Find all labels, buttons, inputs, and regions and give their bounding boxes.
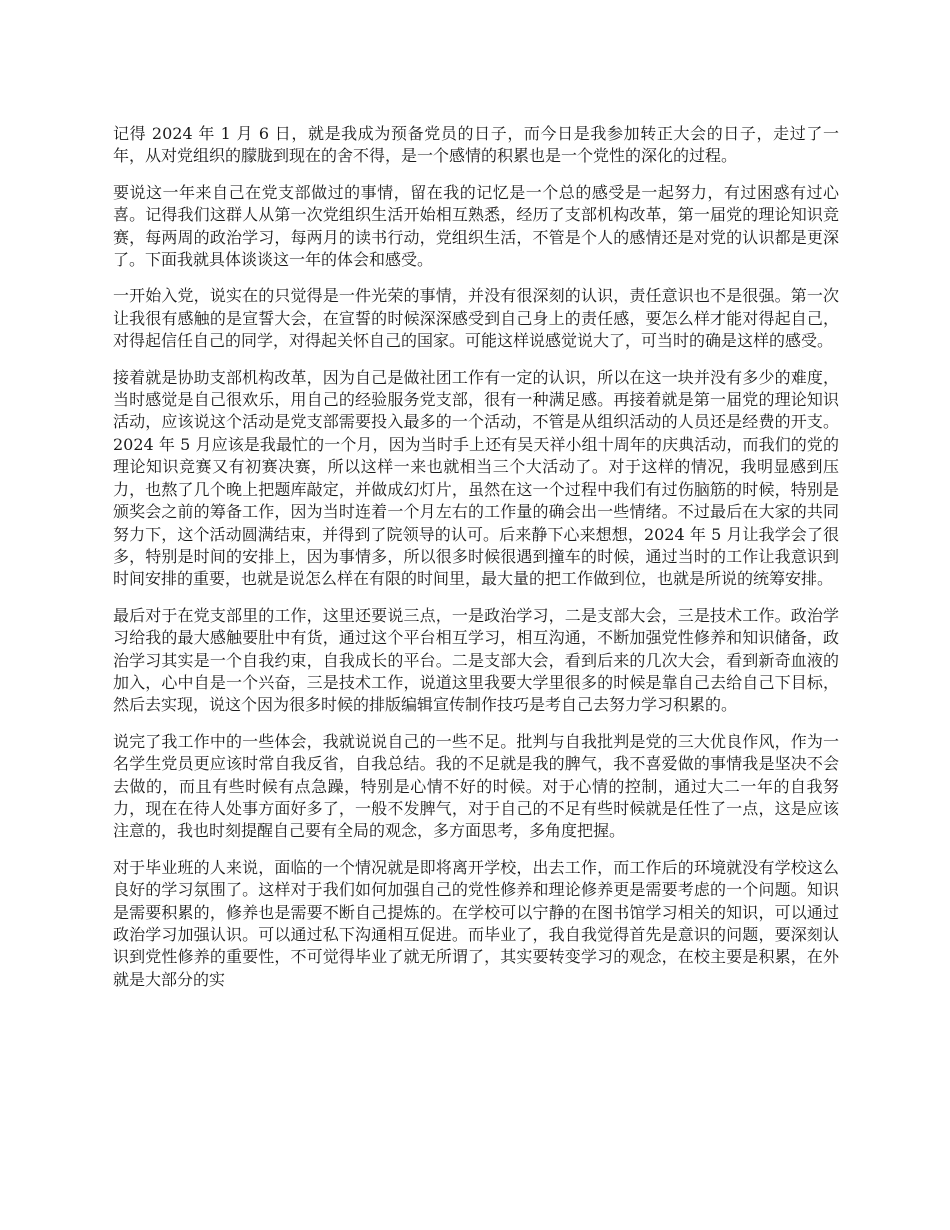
paragraph-2: 要说这一年来自己在党支部做过的事情，留在我的记忆是一个总的感受是一起努力，有过困惑有过心喜。记得我们这群人从第一次党组织生活开始相互熟悉，经历了支部机构改革，第一届党的理论知识竞赛，每两周的政治学习，每两月的读书行动，党组织生活，不管是个人的感情还是对党的认识都是更深了。下面我就具体谈谈这一年的体会和感受。 [113, 182, 839, 270]
paragraph-1: 记得 2024 年 1 月 6 日，就是我成为预备党员的日子，而今日是我参加转正大会的日子，走过了一年，从对党组织的朦胧到现在的舍不得，是一个感情的积累也是一个党性的深化的过程。 [113, 124, 839, 166]
paragraph-3: 一开始入党，说实在的只觉得是一件光荣的事情，并没有很深刻的认识，责任意识也不是很强。第一次让我很有感触的是宣誓大会，在宣誓的时候深深感受到自己身上的责任感，要怎么样才能对得起自己，对得起信任自己的同学，对得起关怀自己的国家。可能这样说感觉说大了，可当时的确是这样的感受。 [113, 286, 839, 351]
paragraph-4: 接着就是协助支部机构改革，因为自己是做社团工作有一定的认识，所以在这一块并没有多少的难度，当时感觉是自己很欢乐，用自己的经验服务党支部，很有一种满足感。再接着就是第一届党的理论知识活动，应该说这个活动是党支部需要投入最多的一个活动，不管是从组织活动的人员还是经费的开支。2024 年 5 月应该是我最忙的一个月，因为当时手上还有吴天祥小组十周年的庆典活动，而我们的党的理论知识竞赛又有初赛决赛，所以这样一来也就相当三个大活动了。对于这样的情况，我明显感到压力，也熬了几个晚上把题库敲定，并做成幻灯片，虽然在这一个过程中我们有过伤脑筋的时候，特别是颁奖会之前的筹备工作，因为当时连着一个月左右的工作量的确会出一些情绪。不过最后在大家的共同努力下，这个活动圆满结束，并得到了院领导的认可。后来静下心来想想，2024 年 5 月让我学会了很多，特别是时间的安排上，因为事情多，所以很多时候很遇到撞车的时候，通过当时的工作让我意识到时间安排的重要，也就是说怎么样在有限的时间里，最大量的把工作做到位，也就是所说的统筹安排。 [113, 367, 839, 589]
paragraph-5: 最后对于在党支部里的工作，这里还要说三点，一是政治学习，二是支部大会，三是技术工作。政治学习给我的最大感触要肚中有货，通过这个平台相互学习，相互沟通，不断加强党性修养和知识储备，政治学习其实是一个自我约束，自我成长的平台。二是支部大会，看到后来的几次大会，看到新奇血液的加入，心中自是一个兴奋，三是技术工作，说道这里我要大学里很多的时候是靠自己去给自己下目标，然后去实现，说这个因为很多时候的排版编辑宣传制作技巧是考自己去努力学习积累的。 [113, 605, 839, 715]
document-body [113, 123, 839, 1005]
paragraph-7: 对于毕业班的人来说，面临的一个情况就是即将离开学校，出去工作，而工作后的环境就没有学校这么良好的学习氛围了。这样对于我们如何加强自己的党性修养和理论修养更是需要考虑的一个问题。知识是需要积累的，修养也是需要不断自己提炼的。在学校可以宁静的在图书馆学习相关的知识，可以通过政治学习加强认识。可以通过私下沟通相互促进。而毕业了，我自我觉得首先是意识的问题，要深刻认识到党性修养的重要性，不可觉得毕业了就无所谓了，其实要转变学习的观念，在校主要是积累，在外就是大部分的实 [113, 857, 839, 989]
paragraph-6: 说完了我工作中的一些体会，我就说说自己的一些不足。批判与自我批判是党的三大优良作风，作为一名学生党员更应该时常自我反省，自我总结。我的不足就是我的脾气，我不喜爱做的事情我是坚决不会去做的，而且有些时候有点急躁，特别是心情不好的时候。对于心情的控制，通过大二一年的自我努力，现在在待人处事方面好多了，一般不发脾气，对于自己的不足有些时候就是任性了一点，这是应该注意的，我也时刻提醒自己要有全局的观念，多方面思考，多角度把握。 [113, 731, 839, 841]
